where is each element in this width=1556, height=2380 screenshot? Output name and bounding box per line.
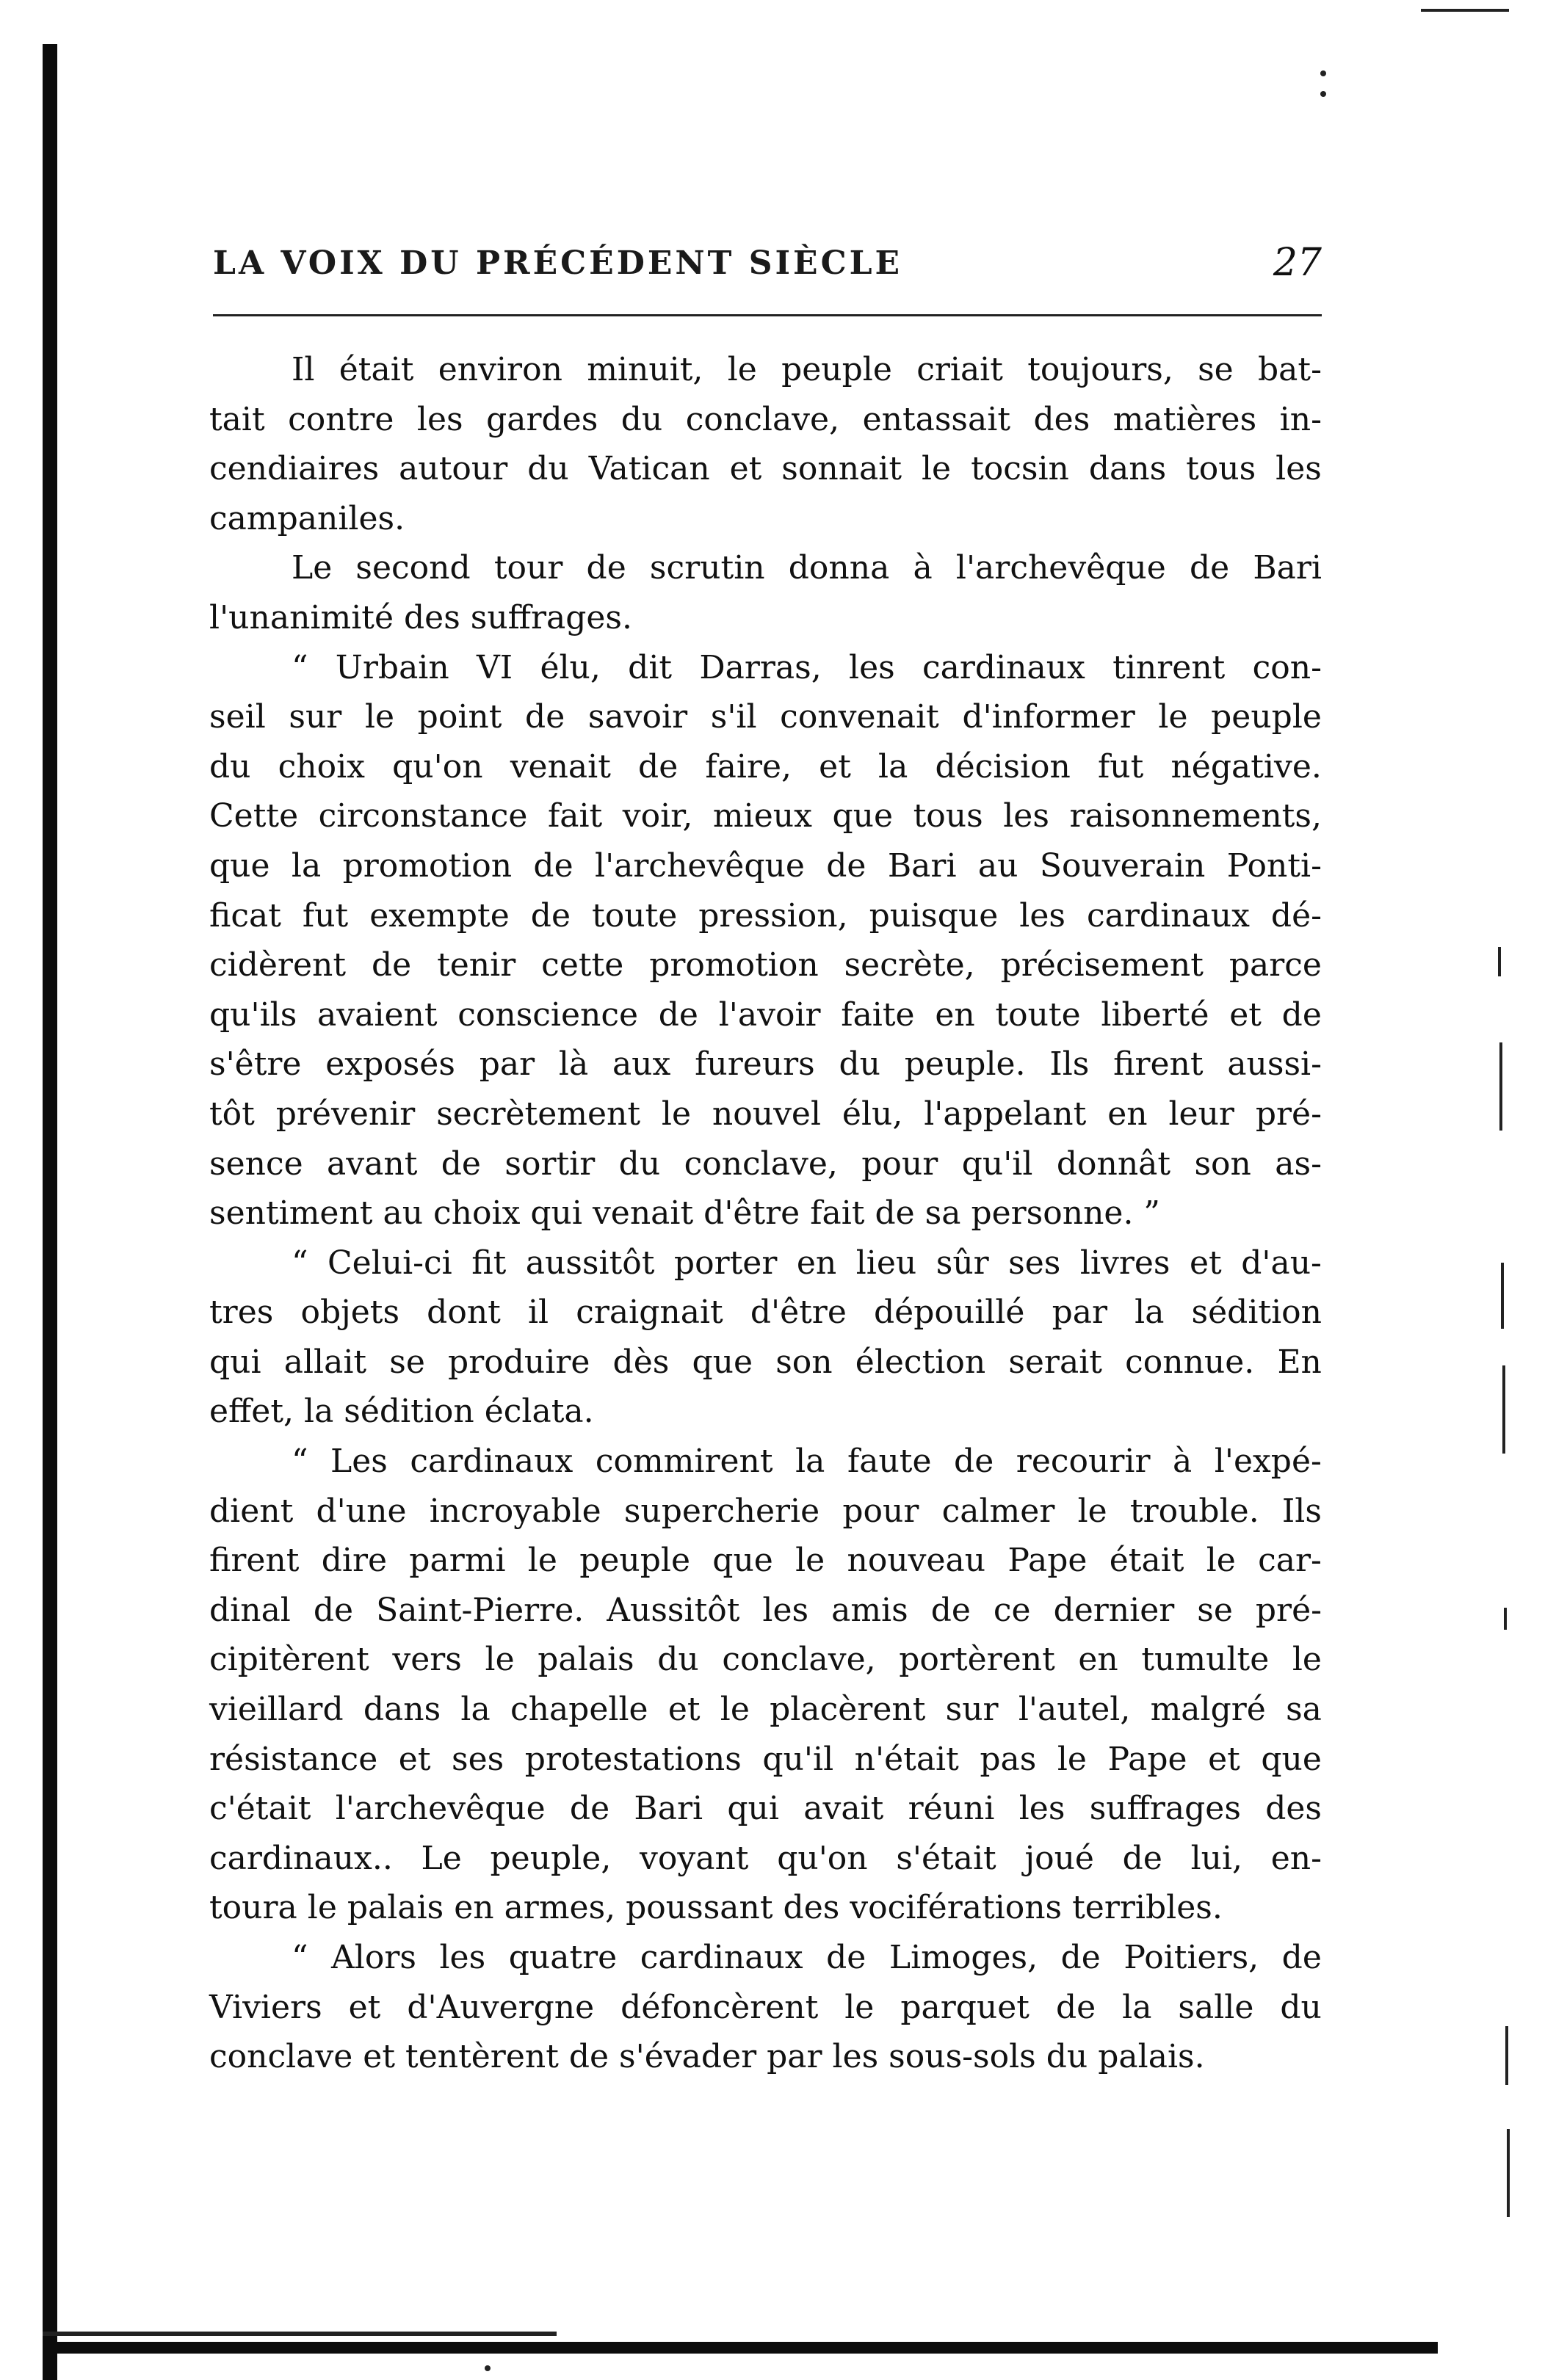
page-number: 27 xyxy=(1273,241,1322,285)
text-line: s'être exposés par là aux fureurs du peuple. Ils firent aussi- xyxy=(209,1045,1322,1084)
text-line: Le second tour de scrutin donna à l'archevêque de Bari xyxy=(292,549,1322,587)
text-line: cipitèrent vers le palais du conclave, portèrent en tumulte le xyxy=(209,1641,1322,1679)
scan-edge-bottom xyxy=(43,2342,1438,2354)
text-line: campaniles. xyxy=(209,499,405,537)
text-line: c'était l'archevêque de Bari qui avait réuni les suffrages des xyxy=(209,1790,1322,1828)
text-line: sentiment au choix qui venait d'être fait de sa personne. ” xyxy=(209,1194,1160,1233)
text-line: Cette circonstance fait voir, mieux que tous les raisonnements, xyxy=(209,797,1322,835)
scan-mark-top-right xyxy=(1421,9,1509,12)
scan-tick xyxy=(1499,1042,1502,1131)
body-text xyxy=(209,345,1322,2082)
text-line: “ Alors les quatre cardinaux de Limoges, de Poitiers, de xyxy=(292,1939,1322,1976)
scan-edge-left xyxy=(43,44,57,2380)
text-line: seil sur le point de savoir s'il convenait d'informer le peuple xyxy=(209,698,1322,736)
text-line: “ Urbain VI élu, dit Darras, les cardinaux tinrent con- xyxy=(292,648,1322,686)
scan-tick xyxy=(1505,2026,1508,2085)
scan-edge-bottom-thin xyxy=(43,2332,557,2336)
text-line: firent dire parmi le peuple que le nouveau Pape était le car- xyxy=(209,1542,1322,1580)
text-line: “ Les cardinaux commirent la faute de recourir à l'expé- xyxy=(292,1443,1322,1481)
text-line: sence avant de sortir du conclave, pour qu'il donnât son as- xyxy=(209,1144,1322,1183)
scan-tick xyxy=(1501,1263,1504,1329)
scan-tick xyxy=(1498,947,1501,976)
running-title: LA VOIX DU PRÉCÉDENT SIÈCLE xyxy=(213,244,903,282)
text-line: résistance et ses protestations qu'il n'était pas le Pape et que xyxy=(209,1740,1322,1778)
scan-dot xyxy=(1320,70,1326,76)
scan-tick xyxy=(1507,2129,1510,2217)
scan-dot xyxy=(485,2365,491,2371)
running-head xyxy=(213,233,1322,292)
text-line: cardinaux.. Le peuple, voyant qu'on s'était joué de lui, en- xyxy=(209,1839,1322,1877)
text-line: dinal de Saint-Pierre. Aussitôt les amis de ce dernier se pré- xyxy=(209,1591,1322,1629)
text-line: cendiaires autour du Vatican et sonnait le tocsin dans tous les xyxy=(209,450,1322,488)
text-line: toura le palais en armes, poussant des vociférations terribles. xyxy=(209,1889,1223,1927)
text-line: “ Celui-ci fit aussitôt porter en lieu sûr ses livres et d'au- xyxy=(292,1244,1322,1282)
text-line: dient d'une incroyable supercherie pour calmer le trouble. Ils xyxy=(209,1492,1322,1530)
text-line: effet, la sédition éclata. xyxy=(209,1393,594,1431)
text-line: tôt prévenir secrètement le nouvel élu, l'appelant en leur pré- xyxy=(209,1095,1322,1133)
text-line: du choix qu'on venait de faire, et la décision fut négative. xyxy=(209,747,1322,786)
text-line: conclave et tentèrent de s'évader par les sous-sols du palais. xyxy=(209,2038,1205,2076)
text-line: Viviers et d'Auvergne défoncèrent le parquet de la salle du xyxy=(209,1988,1322,2026)
text-line: que la promotion de l'archevêque de Bari au Souverain Ponti- xyxy=(209,846,1322,885)
text-line: tait contre les gardes du conclave, entassait des matières in- xyxy=(209,400,1322,438)
text-line: cidèrent de tenir cette promotion secrète, précisement parce xyxy=(209,946,1322,984)
text-line: Il était environ minuit, le peuple criait toujours, se bat- xyxy=(292,351,1322,388)
scan-tick xyxy=(1502,1365,1505,1454)
header-rule xyxy=(213,314,1322,316)
text-line: vieillard dans la chapelle et le placèrent sur l'autel, malgré sa xyxy=(209,1691,1322,1729)
text-line: qu'ils avaient conscience de l'avoir faite en toute liberté et de xyxy=(209,995,1322,1034)
scan-dot xyxy=(1320,91,1326,97)
text-line: ficat fut exempte de toute pression, puisque les cardinaux dé- xyxy=(209,896,1322,935)
text-line: l'unanimité des suffrages. xyxy=(209,598,632,636)
text-line: qui allait se produire dès que son élection serait connue. En xyxy=(209,1343,1322,1381)
scan-tick xyxy=(1504,1608,1507,1630)
text-line: tres objets dont il craignait d'être dépouillé par la sédition xyxy=(209,1294,1322,1332)
